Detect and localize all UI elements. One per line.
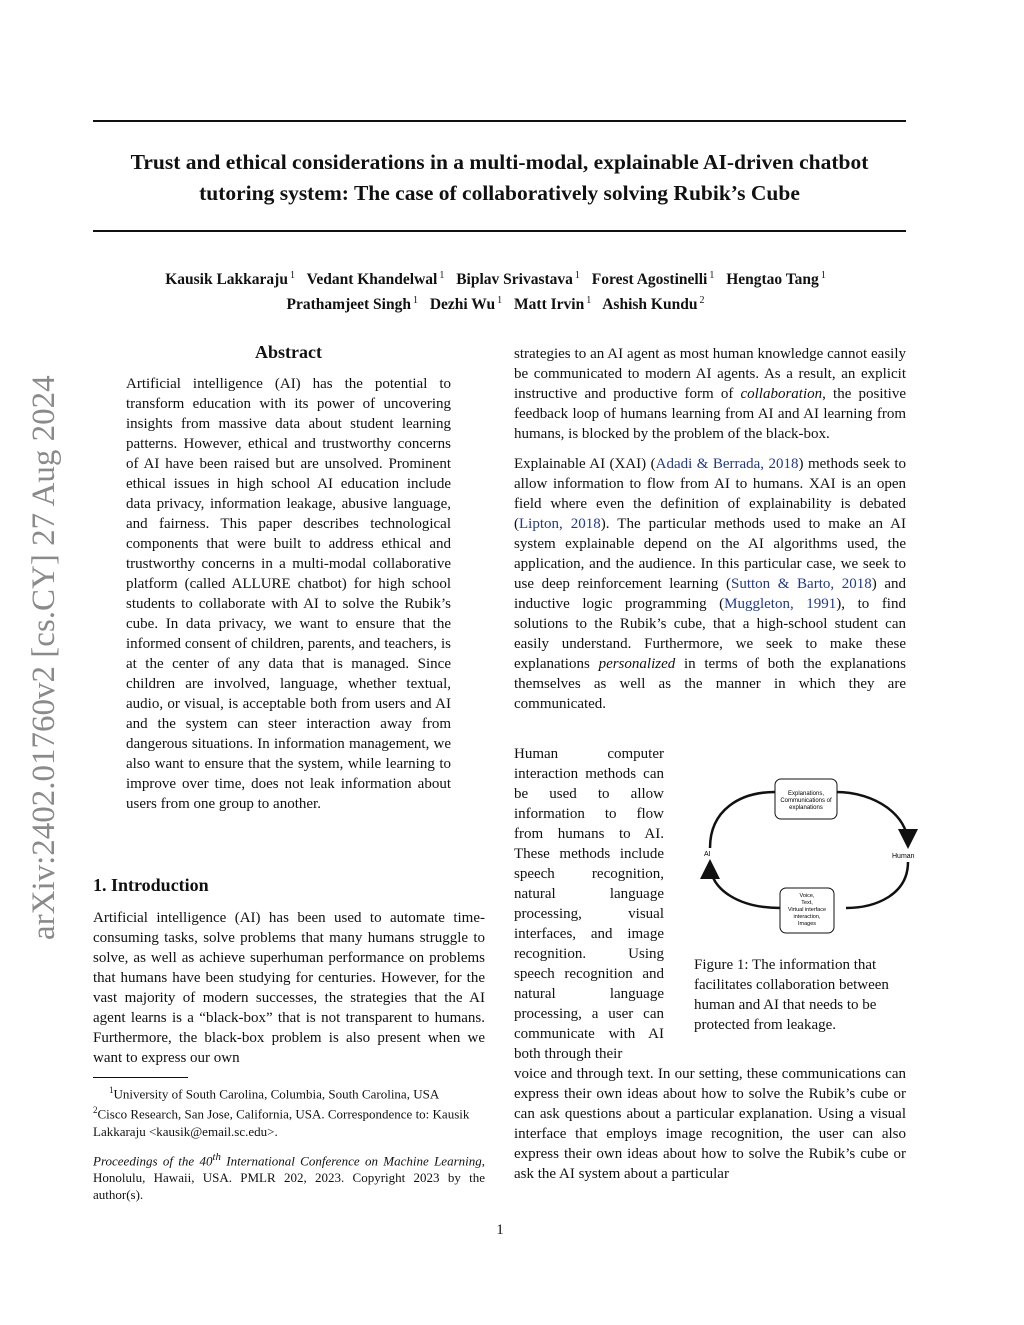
top-box-line: explanations xyxy=(789,805,823,811)
author-name: Vedant Khandelwal xyxy=(306,271,438,288)
proceedings-rest: , Honolulu, Hawaii, USA. PMLR 202, 2023. Copyright 2023 by the author(s). xyxy=(93,1153,486,1203)
footnote-2 xyxy=(93,1102,488,1139)
citation-link[interactable]: Muggleton, 1991 xyxy=(724,596,837,612)
author-affiliation: 2 xyxy=(699,295,705,306)
footnote-1 xyxy=(93,1082,488,1102)
human-label: Human xyxy=(892,853,915,860)
author-name: Matt Irvin xyxy=(514,296,585,313)
footnote-text: University of South Carolina, Columbia, South Carolina, USA xyxy=(113,1086,440,1102)
footnote-text: Cisco Research, San Jose, California, USA. Correspondence to: Kausik Lakkaraju <kausik@email.sc.edu>. xyxy=(93,1106,470,1139)
author-name: Kausik Lakkaraju xyxy=(165,271,288,288)
author-name: Biplav Srivastava xyxy=(456,271,573,288)
paragraph: strategies to an AI agent as most human knowledge cannot easily be communicated to modern AI agents. As a result, an explicit instructive and productive form of collaboration, the positive feedback loop of humans learning from AI and AI learning from humans, is blocked by the problem of the black-box. xyxy=(514,346,906,442)
author-affiliation: 1 xyxy=(586,295,592,306)
flow-arc-top xyxy=(710,792,775,848)
author-row-2 xyxy=(93,290,906,315)
figure-wrap-text: Human computer interaction methods can be used to allow information to flow from humans to AI. These methods include speech recognition, natural language processing, visual interfaces, and image recognition. Using speech recognition and natural language processing, a user can communicate with AI both through their xyxy=(514,746,664,1062)
proceedings-italic-b: International Conference on Machine Learning xyxy=(226,1153,482,1169)
footnote-mark: 1 xyxy=(109,1085,114,1095)
abstract-text: Artificial intelligence (AI) has the potential to transform education with its power of uncovering insights from massive data about student learning patterns. However, ethical and trustworthy concerns of AI have been raised but are unsolved. Prominent ethical issues in high school AI education include data privacy, information leakage, abusive language, and fairness. This paper describes technological components that were built to address ethical and trustworthy concerns in a multi-modal collaborative platform (called ALLURE chatbot) for high school students to collaborate with AI to solve the Rubik’s cube. In data privacy, we want to ensure that the informed consent of children, parents, and teachers, is at the center of any data that is managed. Since children are involved, language, whether textual, audio, or visual, is acceptable both from users and AI and the system can steer interaction away from dangerous situations. In information management, we also want to ensure that the system, while learning to improve over time, does not leak information about users from one group to another. xyxy=(126,376,451,812)
author-affiliation: 1 xyxy=(289,270,295,281)
author-affiliation: 1 xyxy=(820,270,826,281)
flow-arc-bottom-right xyxy=(846,862,908,908)
top-rule xyxy=(93,120,906,122)
author-affiliation: 1 xyxy=(439,270,445,281)
right-column-top xyxy=(514,344,906,724)
bottom-box-line: Images xyxy=(797,921,817,927)
author-affiliation: 1 xyxy=(709,270,715,281)
bottom-box-line: Text, xyxy=(801,900,813,906)
proceedings-note xyxy=(93,1149,485,1203)
citation-link[interactable]: Sutton & Barto, 2018 xyxy=(731,576,872,592)
author-affiliation: 1 xyxy=(497,295,503,306)
flow-arc-top-right xyxy=(836,792,908,844)
author-name: Hengtao Tang xyxy=(726,271,819,288)
footnote-mark: 2 xyxy=(93,1105,98,1116)
author-list xyxy=(93,265,906,315)
flow-arc-bottom-left xyxy=(710,864,780,908)
ai-label: AI xyxy=(704,851,711,858)
footnote-rule xyxy=(93,1077,188,1078)
proceedings-sup: th xyxy=(212,1151,221,1163)
author-name: Forest Agostinelli xyxy=(591,271,708,288)
citation-link[interactable]: Adadi & Berrada, 2018 xyxy=(655,456,799,472)
title-line-1: Trust and ethical considerations in a multi-modal, explainable AI-driven chatbot xyxy=(130,150,869,174)
figure-1-caption: Figure 1: The information that facilitates collaboration between human and AI that needs to be protected from leakage. xyxy=(694,957,889,1033)
author-name: Prathamjeet Singh xyxy=(286,296,411,313)
page-number: 1 xyxy=(496,1222,504,1238)
title-line-2: tutoring system: The case of collaboratively solving Rubik’s Cube xyxy=(199,181,800,205)
arxiv-identifier: arXiv:2402.01760v2 [cs.CY] 27 Aug 2024 xyxy=(26,375,62,940)
author-affiliation: 1 xyxy=(574,270,580,281)
paragraph: Explainable AI (XAI) (Adadi & Berrada, 2018) methods seek to allow information to flow from AI to humans. XAI is an open field where even the definition of explainability is debated (Lipton, 2018). The particular methods used to make an AI system explainable depend on the AI algorithms used, the application, and the audience. In this particular case, we seek to use deep reinforcement learning (Sutton & Barto, 2018) and inductive logic programming (Muggleton, 1991), to find solutions to the Rubik’s cube, that a high-school student can easily understand. Furthermore, we seek to make these explanations personalized in terms of both the explanations themselves as well as the manner in which they are communicated. xyxy=(514,456,907,712)
author-affiliation: 1 xyxy=(412,295,418,306)
author-name: Ashish Kundu xyxy=(602,296,698,313)
footnotes xyxy=(93,1082,488,1140)
title-bottom-rule xyxy=(93,230,906,232)
top-box-line: Explanations, xyxy=(787,791,825,797)
author-row-1 xyxy=(93,265,906,290)
paper-title xyxy=(93,147,906,209)
right-column-bottom: voice and through text. In our setting, these communications can express their own ideas about how to solve the Rubik’s cube or can ask questions about a particular explanation. Using a visual interface that employs image recognition, the user can also express their own ideas about how to solve the Rubik’s cube or ask the AI system about a particular xyxy=(514,1066,906,1182)
bottom-box-line: Virtual interface xyxy=(787,907,827,913)
figure-1-diagram xyxy=(700,770,920,935)
top-box-line: Communications of xyxy=(780,798,832,804)
bottom-box-line: Voice, xyxy=(799,893,815,899)
introduction-heading: 1. Introduction xyxy=(93,875,209,895)
proceedings-number: 40 xyxy=(199,1153,213,1169)
bottom-box-line: interaction, xyxy=(793,914,821,920)
citation-link[interactable]: Lipton, 2018 xyxy=(519,516,601,532)
proceedings-italic-a: Proceedings of the xyxy=(93,1153,195,1169)
introduction-text: Artificial intelligence (AI) has been used to automate time-consuming tasks, solve problems that many humans struggle to solve, as well as achieve superhuman performance on problems that humans have been studying for centuries. However, for the vast majority of modern successes, the strategies that the AI agent learns is a “black-box” that is not transparent to humans. Furthermore, the black-box problem is also present when we want to express our own xyxy=(93,910,485,1066)
author-name: Dezhi Wu xyxy=(429,296,496,313)
abstract-heading: Abstract xyxy=(255,342,322,362)
